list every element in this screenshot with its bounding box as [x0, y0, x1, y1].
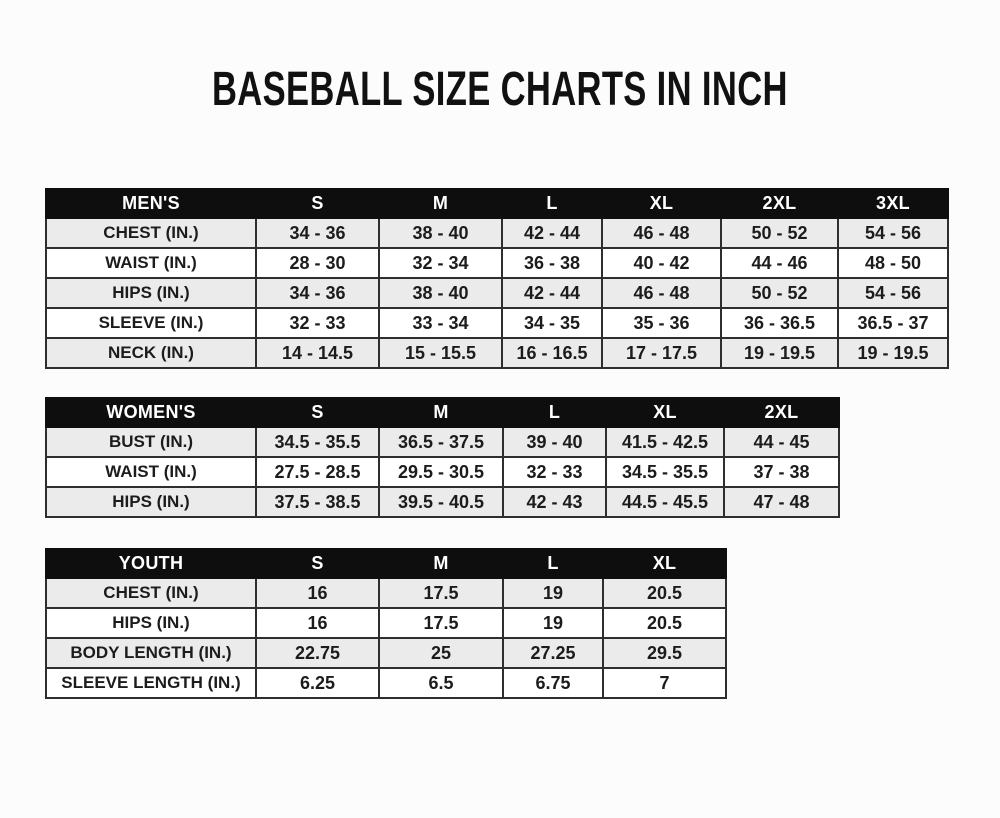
value-cell: 34 - 36: [256, 278, 379, 308]
value-cell: 19 - 19.5: [838, 338, 948, 368]
value-cell: 38 - 40: [379, 278, 502, 308]
value-cell: 44.5 - 45.5: [606, 487, 724, 517]
value-cell: 46 - 48: [602, 218, 721, 248]
row-label-cell: HIPS (IN.): [46, 608, 256, 638]
value-cell: 37 - 38: [724, 457, 839, 487]
row-label-cell: SLEEVE (IN.): [46, 308, 256, 338]
value-cell: 6.5: [379, 668, 503, 698]
row-label-cell: WAIST (IN.): [46, 457, 256, 487]
value-cell: 16: [256, 608, 379, 638]
value-cell: 19: [503, 578, 603, 608]
youth-table-row: [46, 638, 726, 668]
value-cell: 34.5 - 35.5: [256, 427, 379, 457]
womens-header-size-xl: XL: [606, 398, 724, 427]
value-cell: 28 - 30: [256, 248, 379, 278]
value-cell: 6.25: [256, 668, 379, 698]
value-cell: 16: [256, 578, 379, 608]
value-cell: 50 - 52: [721, 218, 838, 248]
youth-table-row: [46, 608, 726, 638]
value-cell: 19 - 19.5: [721, 338, 838, 368]
size-chart-page: [0, 63, 1000, 818]
womens-table-row: [46, 427, 839, 457]
mens-header-size-l: L: [502, 189, 602, 218]
value-cell: 32 - 34: [379, 248, 502, 278]
value-cell: 35 - 36: [602, 308, 721, 338]
row-label-cell: HIPS (IN.): [46, 278, 256, 308]
value-cell: 50 - 52: [721, 278, 838, 308]
value-cell: 7: [603, 668, 726, 698]
mens-header-size-s: S: [256, 189, 379, 218]
value-cell: 34.5 - 35.5: [606, 457, 724, 487]
value-cell: 54 - 56: [838, 218, 948, 248]
value-cell: 36 - 38: [502, 248, 602, 278]
womens-header-label: WOMEN'S: [46, 398, 256, 427]
row-label-cell: NECK (IN.): [46, 338, 256, 368]
value-cell: 36.5 - 37: [838, 308, 948, 338]
value-cell: 17 - 17.5: [602, 338, 721, 368]
page-title-text: BASEBALL SIZE CHARTS IN INCH: [212, 63, 788, 116]
value-cell: 14 - 14.5: [256, 338, 379, 368]
row-label-cell: CHEST (IN.): [46, 218, 256, 248]
value-cell: 20.5: [603, 608, 726, 638]
value-cell: 34 - 36: [256, 218, 379, 248]
page-title: [0, 63, 1000, 116]
value-cell: 47 - 48: [724, 487, 839, 517]
womens-table-row: [46, 487, 839, 517]
value-cell: 19: [503, 608, 603, 638]
youth-header-size-xl: XL: [603, 549, 726, 578]
value-cell: 29.5 - 30.5: [379, 457, 503, 487]
value-cell: 39 - 40: [503, 427, 606, 457]
row-label-cell: HIPS (IN.): [46, 487, 256, 517]
youth-header-row: [46, 549, 726, 578]
value-cell: 6.75: [503, 668, 603, 698]
value-cell: 36.5 - 37.5: [379, 427, 503, 457]
value-cell: 40 - 42: [602, 248, 721, 278]
womens-table-row: [46, 457, 839, 487]
mens-table-row: [46, 338, 948, 368]
value-cell: 32 - 33: [256, 308, 379, 338]
youth-table-row: [46, 668, 726, 698]
value-cell: 44 - 45: [724, 427, 839, 457]
value-cell: 54 - 56: [838, 278, 948, 308]
mens-header-size-m: M: [379, 189, 502, 218]
row-label-cell: CHEST (IN.): [46, 578, 256, 608]
mens-table-row: [46, 248, 948, 278]
row-label-cell: BODY LENGTH (IN.): [46, 638, 256, 668]
youth-header-size-s: S: [256, 549, 379, 578]
value-cell: 27.25: [503, 638, 603, 668]
value-cell: 17.5: [379, 608, 503, 638]
value-cell: 15 - 15.5: [379, 338, 502, 368]
mens-header-size-xl: XL: [602, 189, 721, 218]
value-cell: 32 - 33: [503, 457, 606, 487]
value-cell: 17.5: [379, 578, 503, 608]
youth-size-table: [45, 548, 727, 699]
youth-size-table-container: [45, 548, 1000, 699]
womens-header-size-s: S: [256, 398, 379, 427]
row-label-cell: BUST (IN.): [46, 427, 256, 457]
mens-header-label: MEN'S: [46, 189, 256, 218]
mens-header-row: [46, 189, 948, 218]
womens-header-row: [46, 398, 839, 427]
value-cell: 42 - 44: [502, 218, 602, 248]
mens-table-row: [46, 278, 948, 308]
value-cell: 48 - 50: [838, 248, 948, 278]
mens-size-table: [45, 188, 949, 369]
row-label-cell: WAIST (IN.): [46, 248, 256, 278]
mens-header-size-3xl: 3XL: [838, 189, 948, 218]
value-cell: 20.5: [603, 578, 726, 608]
value-cell: 33 - 34: [379, 308, 502, 338]
value-cell: 34 - 35: [502, 308, 602, 338]
value-cell: 38 - 40: [379, 218, 502, 248]
womens-header-size-m: M: [379, 398, 503, 427]
womens-header-size-2xl: 2XL: [724, 398, 839, 427]
value-cell: 25: [379, 638, 503, 668]
value-cell: 46 - 48: [602, 278, 721, 308]
value-cell: 29.5: [603, 638, 726, 668]
value-cell: 16 - 16.5: [502, 338, 602, 368]
size-tables-section: [45, 188, 1000, 699]
value-cell: 37.5 - 38.5: [256, 487, 379, 517]
womens-size-table: [45, 397, 840, 518]
youth-header-label: YOUTH: [46, 549, 256, 578]
row-label-cell: SLEEVE LENGTH (IN.): [46, 668, 256, 698]
womens-header-size-l: L: [503, 398, 606, 427]
mens-size-table-container: [45, 188, 1000, 369]
value-cell: 44 - 46: [721, 248, 838, 278]
mens-header-size-2xl: 2XL: [721, 189, 838, 218]
value-cell: 27.5 - 28.5: [256, 457, 379, 487]
value-cell: 22.75: [256, 638, 379, 668]
womens-size-table-container: [45, 397, 1000, 518]
youth-table-row: [46, 578, 726, 608]
value-cell: 41.5 - 42.5: [606, 427, 724, 457]
youth-header-size-l: L: [503, 549, 603, 578]
value-cell: 42 - 43: [503, 487, 606, 517]
mens-table-row: [46, 218, 948, 248]
value-cell: 42 - 44: [502, 278, 602, 308]
value-cell: 36 - 36.5: [721, 308, 838, 338]
youth-header-size-m: M: [379, 549, 503, 578]
value-cell: 39.5 - 40.5: [379, 487, 503, 517]
mens-table-row: [46, 308, 948, 338]
